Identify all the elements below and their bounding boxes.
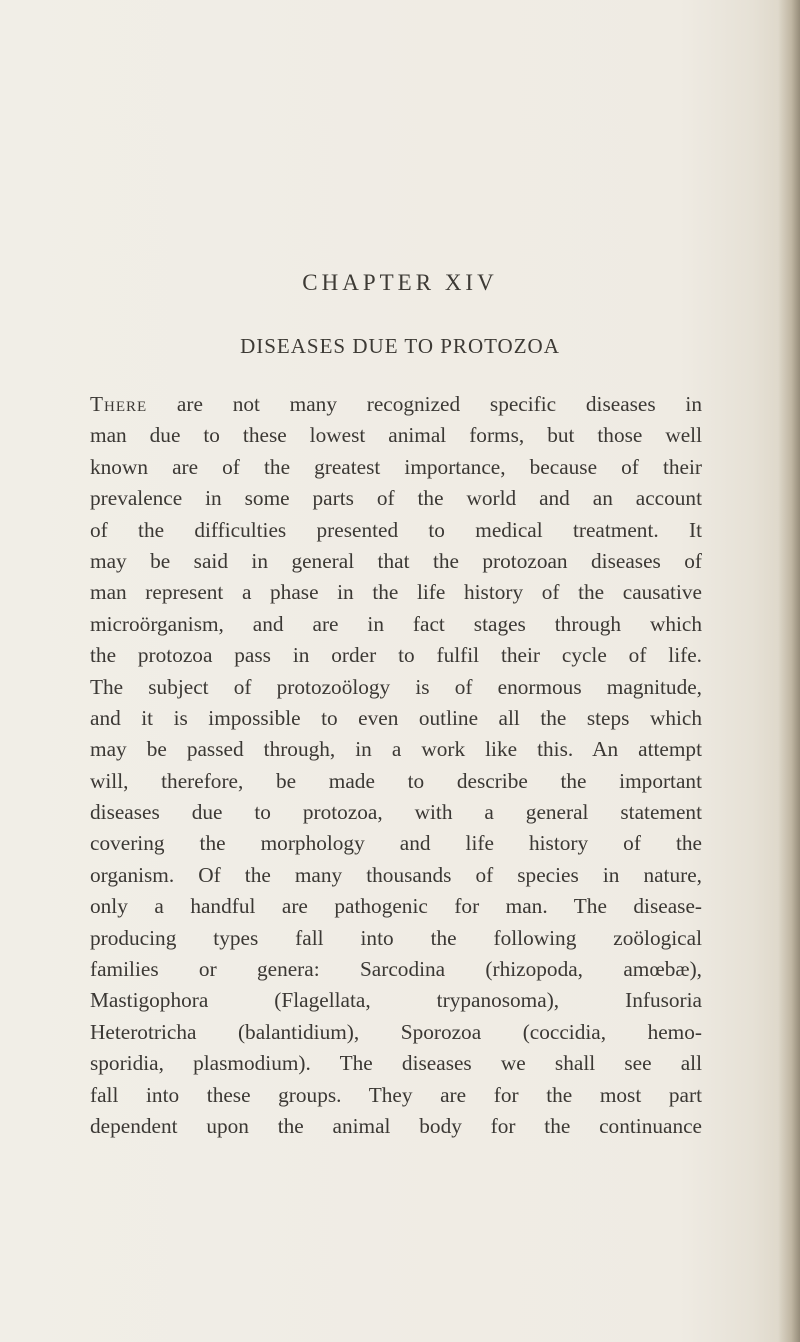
text-line: organism. Of the many thousands of species in nature, <box>90 862 702 887</box>
body-paragraph <box>90 389 702 1142</box>
text-line: There are not many recognized specific diseases in <box>90 392 702 416</box>
page-edge-shadow <box>778 0 800 1342</box>
text-line: the protozoa pass in order to fulfil their cycle of life. <box>90 643 702 668</box>
text-line: dependent upon the animal body for the continuance <box>90 1113 702 1138</box>
lead-word: There <box>90 392 148 416</box>
text-line: may be said in general that the protozoan diseases of <box>90 548 702 573</box>
text-line: and it is impossible to even outline all the steps which <box>90 705 702 730</box>
text-line: prevalence in some parts of the world and an account <box>90 486 702 511</box>
text-line: diseases due to protozoa, with a general statement <box>90 800 702 825</box>
chapter-title: DISEASES DUE TO PROTOZOA <box>240 334 560 358</box>
text-line: man due to these lowest animal forms, but those well <box>90 423 702 448</box>
text-line: producing types fall into the following zoölogical <box>90 925 702 950</box>
text-line: known are of the greatest importance, because of their <box>90 454 702 479</box>
text-line: may be passed through, in a work like this. An attempt <box>90 737 702 762</box>
text-line: sporidia, plasmodium). The diseases we shall see all <box>90 1051 702 1076</box>
text-line: microörganism, and are in fact stages through which <box>90 611 702 636</box>
text-line: of the difficulties presented to medical treatment. It <box>90 517 702 542</box>
text-line: families or genera: Sarcodina (rhizopoda, amœbæ), <box>90 957 702 982</box>
text-line: The subject of protozoölogy is of enormous magnitude, <box>90 674 702 699</box>
text-line: man represent a phase in the life history of the causative <box>90 580 702 605</box>
text-line: will, therefore, be made to describe the important <box>90 768 702 793</box>
text-line: Mastigophora (Flagellata, trypanosoma), Infusoria <box>90 988 702 1013</box>
chapter-label: CHAPTER XIV <box>302 270 498 295</box>
text-line: fall into these groups. They are for the most part <box>90 1082 702 1107</box>
text-line: Heterotricha (balantidium), Sporozoa (coccidia, hemo- <box>90 1019 702 1044</box>
text-line: only a handful are pathogenic for man. The disease- <box>90 894 702 919</box>
text-line: covering the morphology and life history of the <box>90 831 702 856</box>
